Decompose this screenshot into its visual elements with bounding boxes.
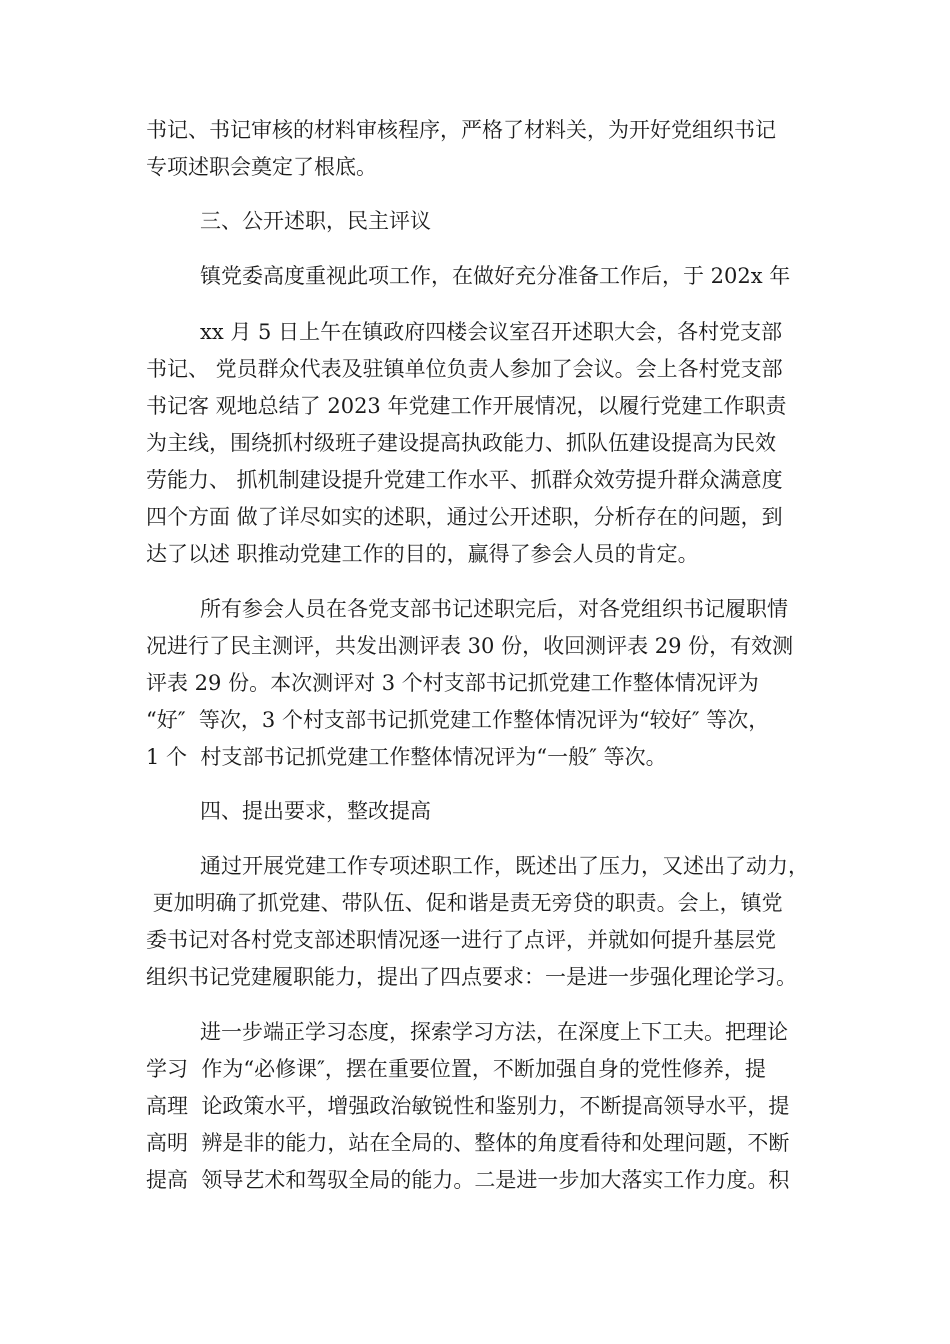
text-line: 况进行了民主测评，共发出测评表 30 份，收回测评表 29 份，有效测	[146, 634, 794, 658]
text-line: 高明 辨是非的能力，站在全局的、整体的角度看待和处理问题，不断	[146, 1131, 790, 1155]
text-line: 委书记对各村党支部述职情况逐一进行了点评，并就如何提升基层党	[146, 928, 776, 952]
text-line: 提高 领导艺术和驾驭全局的能力。二是进一步加大落实工作力度。积	[146, 1168, 790, 1192]
text-line: 组织书记党建履职能力，提出了四点要求：一是进一步强化理论学习。	[146, 965, 797, 989]
text-line: 评表 29 份。本次测评对 3 个村支部书记抓党建工作整体情况评为	[146, 671, 759, 695]
text-line: 书记、书记审核的材料审核程序，严格了材料关，为开好党组织书记	[146, 118, 776, 142]
text-line: 高理 论政策水平，增强政治敏锐性和鉴别力，不断提高领导水平，提	[146, 1094, 790, 1118]
text-line: 达了以述 职推动党建工作的目的，赢得了参会人员的肯定。	[146, 542, 699, 566]
text-line: 所有参会人员在各党支部书记述职完后，对各党组织书记履职情	[200, 597, 788, 621]
text-line: 进一步端正学习态度，探索学习方法，在深度上下工夫。把理论	[200, 1020, 788, 1044]
text-line: 书记客 观地总结了 2023 年党建工作开展情况，以履行党建工作职责	[146, 394, 787, 418]
text-line: 学习 作为“必修课″，摆在重要位置，不断加强自身的党性修养，提	[146, 1057, 766, 1081]
section-heading: 三、公开述职，民主评议	[200, 209, 431, 233]
text-line: 1 个 村支部书记抓党建工作整体情况评为“一般″ 等次。	[146, 745, 667, 769]
text-line: 书记、 党员群众代表及驻镇单位负责人参加了会议。会上各村党支部	[146, 357, 783, 381]
text-line: 镇党委高度重视此项工作，在做好充分准备工作后，于 202x 年	[200, 264, 791, 288]
text-line: 专项述职会奠定了根底。	[146, 155, 377, 179]
text-line: 四个方面 做了详尽如实的述职，通过公开述职，分析存在的问题，到	[146, 505, 783, 529]
text-line: “好″ 等次，3 个村支部书记抓党建工作整体情况评为“较好″ 等次，	[146, 708, 770, 732]
text-line: xx 月 5 日上午在镇政府四楼会议室召开述职大会，各村党支部	[200, 320, 783, 344]
text-line: 通过开展党建工作专项述职工作，既述出了压力，又述出了动力，	[200, 854, 809, 878]
text-line: 劳能力、 抓机制建设提升党建工作水平、抓群众效劳提升群众满意度	[146, 468, 783, 492]
text-line: 为主线，围绕抓村级班子建设提高执政能力、抓队伍建设提高为民效	[146, 431, 776, 455]
section-heading: 四、提出要求，整改提高	[200, 799, 431, 823]
text-line: 更加明确了抓党建、带队伍、促和谐是责无旁贷的职责。会上，镇党	[146, 891, 783, 915]
